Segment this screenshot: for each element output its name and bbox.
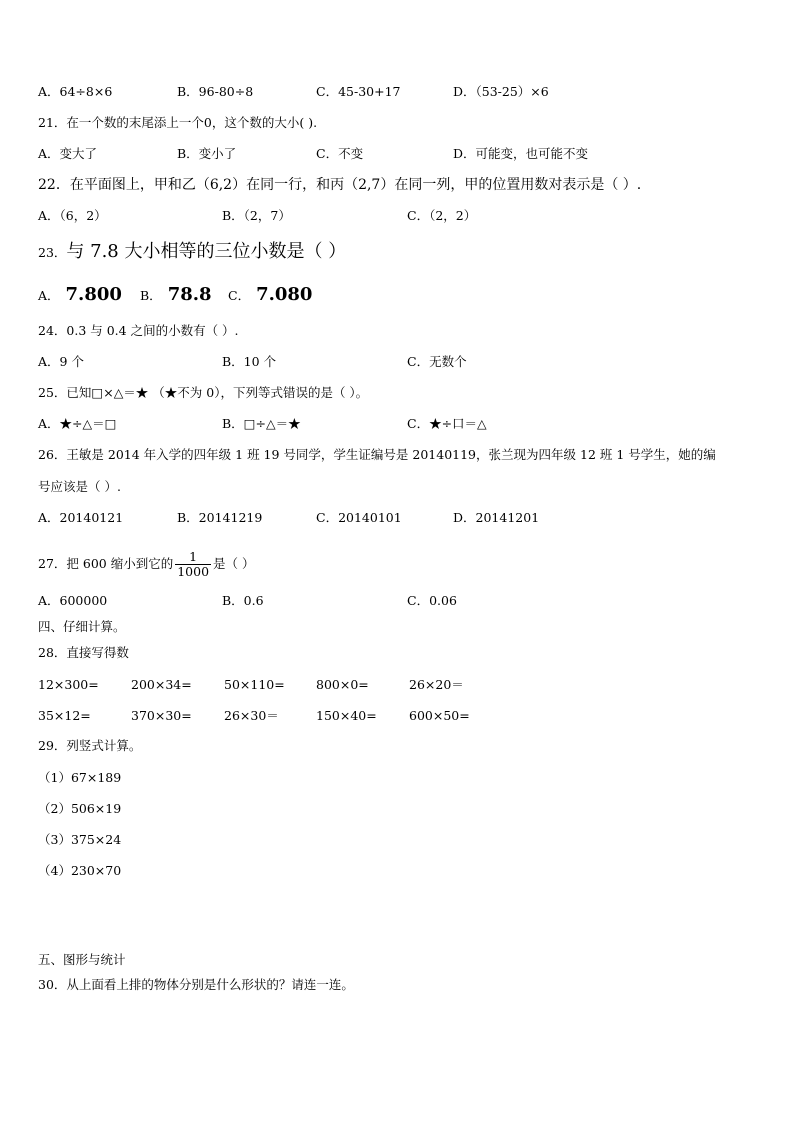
q23-option-c xyxy=(228,284,312,307)
q28-row2-item2: 370×30= xyxy=(131,708,192,723)
q28-row1-item2: 200×34= xyxy=(131,677,192,692)
q23-option-a xyxy=(38,284,122,307)
q22-option-c: C．（2，2） xyxy=(407,208,477,223)
q28-row2-item3: 26×30＝ xyxy=(224,708,279,723)
q28-row1-item4: 800×0= xyxy=(316,677,369,692)
q23-question xyxy=(38,241,346,263)
q27-text-before: 27．把 600 缩小到它的 xyxy=(38,556,174,571)
q26-option-a: A．20140121 xyxy=(38,510,124,525)
q25-option-c: C．★÷口＝△ xyxy=(407,416,487,431)
q27-fraction-denominator: 1000 xyxy=(177,564,210,579)
q23-option-a-letter: A． xyxy=(38,288,60,303)
q23-number: 23． xyxy=(38,245,67,260)
q22-option-b: B．（2，7） xyxy=(222,208,291,223)
q29-item-3: （3）375×24 xyxy=(38,832,122,847)
q20-option-a: A．64÷8×6 xyxy=(38,84,113,99)
section5-title: 五、图形与统计 xyxy=(38,952,126,967)
q30-text: 30．从上面看上排的物体分别是什么形状的？请连一连。 xyxy=(38,977,354,992)
q27-fraction-numerator: 1 xyxy=(175,550,211,565)
q28-row2-item1: 35×12= xyxy=(38,708,91,723)
q20-option-c: C．45-30+17 xyxy=(316,84,401,99)
q27-option-c: C．0.06 xyxy=(407,593,457,608)
q22-text: 22．在平面图上，甲和乙（6,2）在同一行，和丙（2,7）在同一列，甲的位置用数对表示是（ ）. xyxy=(38,177,642,193)
q26-option-d: D．20141201 xyxy=(453,510,540,525)
section4-title: 四、仔细计算。 xyxy=(38,619,126,634)
q26-option-b: B．20141219 xyxy=(177,510,263,525)
q23-option-c-letter: C． xyxy=(228,288,251,303)
q20-option-b: B．96-80÷8 xyxy=(177,84,254,99)
q26-option-c: C．20140101 xyxy=(316,510,402,525)
q27-fraction xyxy=(175,550,211,579)
q28-row2-item4: 150×40= xyxy=(316,708,377,723)
q21-option-d: D．可能变，也可能不变 xyxy=(453,146,589,161)
q25-option-b: B．□÷△＝★ xyxy=(222,416,301,431)
q29-item-2: （2）506×19 xyxy=(38,801,122,816)
q23-option-b xyxy=(140,284,212,307)
q21-option-b: B．变小了 xyxy=(177,146,237,161)
q29-item-4: （4）230×70 xyxy=(38,863,122,878)
q21-option-c: C．不变 xyxy=(316,146,364,161)
q27-option-a: A．600000 xyxy=(38,593,108,608)
q26-text-line1: 26．王敏是 2014 年入学的四年级 1 班 19 号同学，学生证编号是 20140119，张兰现为四年级 12 班 1 号学生，她的编 xyxy=(38,447,716,462)
q28-row1-item5: 26×20＝ xyxy=(409,677,464,692)
q24-option-a: A．9 个 xyxy=(38,354,84,369)
q23-option-a-value: 7.800 xyxy=(65,284,122,305)
q27-option-b: B．0.6 xyxy=(222,593,264,608)
q24-option-b: B．10 个 xyxy=(222,354,277,369)
q26-text-line2: 号应该是（ ）. xyxy=(38,479,121,494)
q24-option-c: C．无数个 xyxy=(407,354,467,369)
q28-row2-item5: 600×50= xyxy=(409,708,470,723)
q24-text: 24．0.3 与 0.4 之间的小数有（ ）. xyxy=(38,323,239,338)
q23-option-b-letter: B． xyxy=(140,288,162,303)
q23-option-c-value: 7.080 xyxy=(256,284,313,305)
q28-row1-item1: 12×300= xyxy=(38,677,99,692)
q27-question xyxy=(38,547,255,581)
q29-text: 29．列竖式计算。 xyxy=(38,738,142,753)
q27-text-after: 是（ ） xyxy=(213,556,255,571)
q23-text: 与 7.8 大小相等的三位小数是（ ） xyxy=(66,241,347,262)
q21-option-a: A．变大了 xyxy=(38,146,98,161)
q25-text: 25．已知□×△＝★ （★不为 0），下列等式错误的是（ ）。 xyxy=(38,385,369,400)
q25-option-a: A．★÷△＝□ xyxy=(38,416,117,431)
q28-row1-item3: 50×110= xyxy=(224,677,285,692)
q22-option-a: A．（6，2） xyxy=(38,208,107,223)
q29-item-1: （1）67×189 xyxy=(38,770,122,785)
q28-text: 28．直接写得数 xyxy=(38,645,129,660)
q21-text: 21．在一个数的末尾添上一个0，这个数的大小( ). xyxy=(38,115,318,130)
q23-option-b-value: 78.8 xyxy=(167,284,212,305)
q20-option-d: D．（53-25）×6 xyxy=(453,84,549,99)
